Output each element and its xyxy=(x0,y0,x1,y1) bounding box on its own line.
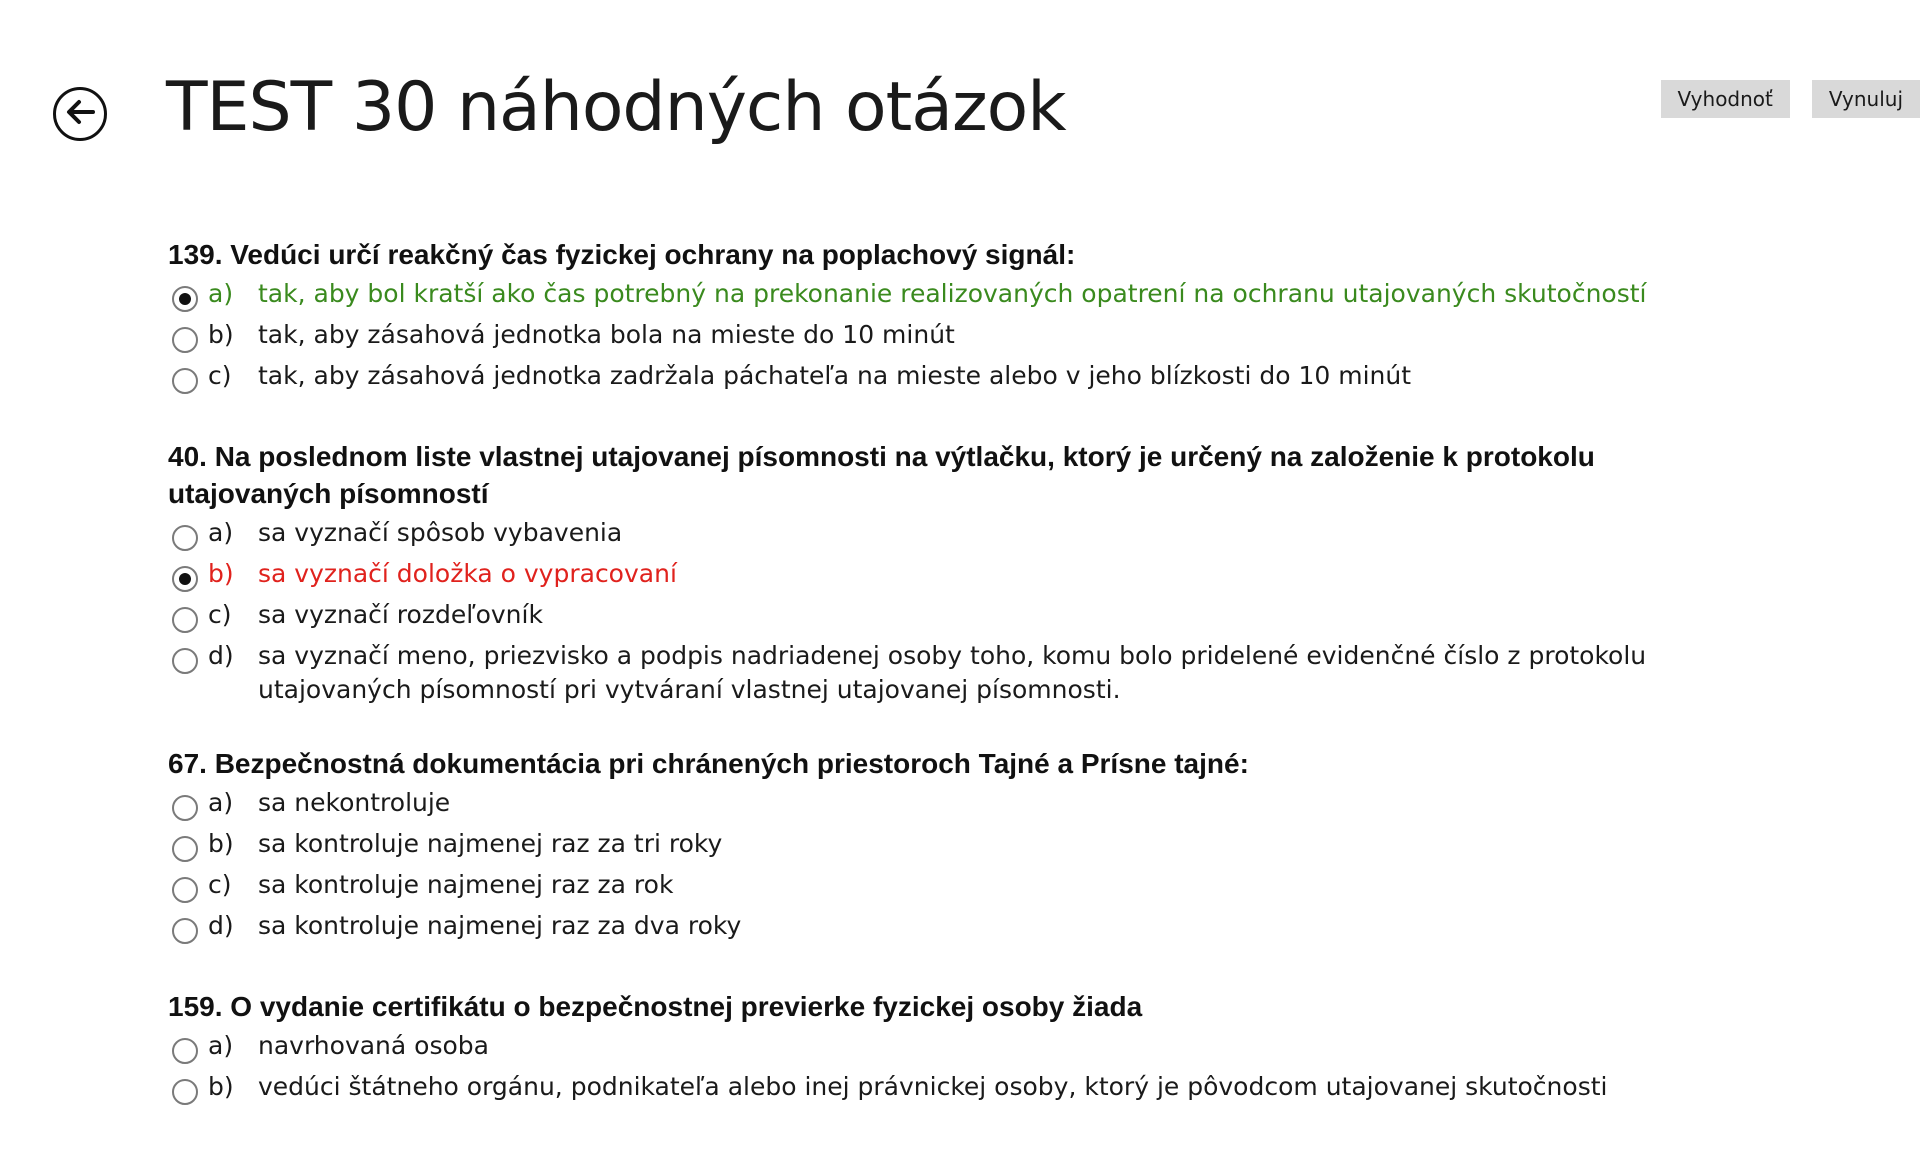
answer-option[interactable] xyxy=(168,909,1728,950)
answer-text: sa kontroluje najmenej raz za dva roky xyxy=(258,911,742,940)
answer-option[interactable] xyxy=(168,786,1728,827)
answer-option[interactable] xyxy=(168,1070,1728,1111)
answer-letter: a) xyxy=(208,518,234,547)
question-block xyxy=(168,438,1728,707)
answer-letter: a) xyxy=(208,279,234,308)
page-title: TEST 30 náhodných otázok xyxy=(166,68,1066,147)
answer-option[interactable] xyxy=(168,598,1728,639)
radio-button[interactable] xyxy=(172,877,198,903)
answer-letter: b) xyxy=(208,559,234,588)
answer-option[interactable] xyxy=(168,827,1728,868)
answer-text: sa vyznačí doložka o vypracovaní xyxy=(258,559,677,588)
question-block xyxy=(168,988,1728,1111)
answer-text: tak, aby zásahová jednotka bola na mieste do 10 minút xyxy=(258,320,955,349)
radio-button[interactable] xyxy=(172,525,198,551)
answer-option[interactable] xyxy=(168,639,1728,707)
back-arrow-icon xyxy=(64,98,96,130)
answer-letter: b) xyxy=(208,829,234,858)
answer-letter: c) xyxy=(208,600,232,629)
answer-option[interactable] xyxy=(168,557,1728,598)
answer-text: sa vyznačí rozdeľovník xyxy=(258,600,543,629)
radio-button[interactable] xyxy=(172,566,198,592)
answer-letter: d) xyxy=(208,641,234,670)
question-list xyxy=(168,236,1728,1149)
answer-text: sa kontroluje najmenej raz za rok xyxy=(258,870,674,899)
answer-text: tak, aby bol kratší ako čas potrebný na prekonanie realizovaných opatrení na ochranu utajovaných skutočností xyxy=(258,279,1647,308)
evaluate-button[interactable]: Vyhodnoť xyxy=(1661,80,1790,118)
radio-button[interactable] xyxy=(172,1038,198,1064)
answer-text: tak, aby zásahová jednotka zadržala páchateľa na mieste alebo v jeho blízkosti do 10 minút xyxy=(258,361,1412,390)
question-text: 139. Vedúci určí reakčný čas fyzickej ochrany na poplachový signál: xyxy=(168,239,1076,270)
toolbar xyxy=(1661,80,1920,118)
reset-button[interactable]: Vynuluj xyxy=(1812,80,1920,118)
answer-option[interactable] xyxy=(168,1029,1728,1070)
answer-option[interactable] xyxy=(168,277,1728,318)
answer-letter: a) xyxy=(208,788,234,817)
question-text: 40. Na poslednom liste vlastnej utajovanej písomnosti na výtlačku, ktorý je určený na založenie k protokolu utajovaných písomností xyxy=(168,441,1595,509)
question-text: 159. O vydanie certifikátu o bezpečnostnej previerke fyzickej osoby žiada xyxy=(168,991,1143,1022)
answer-letter: c) xyxy=(208,361,232,390)
answer-text: sa kontroluje najmenej raz za tri roky xyxy=(258,829,723,858)
back-button[interactable] xyxy=(53,87,107,141)
question-text: 67. Bezpečnostná dokumentácia pri chránených priestoroch Tajné a Prísne tajné: xyxy=(168,748,1249,779)
answer-text: vedúci štátneho orgánu, podnikateľa alebo inej právnickej osoby, ktorý je pôvodcom utajovanej skutočnosti xyxy=(258,1072,1608,1101)
radio-button[interactable] xyxy=(172,368,198,394)
answer-letter: b) xyxy=(208,1072,234,1101)
question-block xyxy=(168,745,1728,950)
answer-letter: a) xyxy=(208,1031,234,1060)
answer-text: sa vyznačí meno, priezvisko a podpis nadriadenej osoby toho, komu bolo pridelené evidenčné číslo z protokolu utajovaných písomností pri vytváraní vlastnej utajovanej písomnosti. xyxy=(258,641,1647,704)
radio-button[interactable] xyxy=(172,836,198,862)
answer-option[interactable] xyxy=(168,516,1728,557)
radio-button[interactable] xyxy=(172,327,198,353)
radio-button[interactable] xyxy=(172,286,198,312)
radio-button[interactable] xyxy=(172,918,198,944)
answer-option[interactable] xyxy=(168,359,1728,400)
answer-letter: d) xyxy=(208,911,234,940)
answer-option[interactable] xyxy=(168,868,1728,909)
answer-text: navrhovaná osoba xyxy=(258,1031,489,1060)
answer-option[interactable] xyxy=(168,318,1728,359)
answer-letter: c) xyxy=(208,870,232,899)
answer-text: sa vyznačí spôsob vybavenia xyxy=(258,518,623,547)
radio-button[interactable] xyxy=(172,795,198,821)
radio-button[interactable] xyxy=(172,607,198,633)
radio-button[interactable] xyxy=(172,648,198,674)
answer-letter: b) xyxy=(208,320,234,349)
answer-text: sa nekontroluje xyxy=(258,788,451,817)
radio-button[interactable] xyxy=(172,1079,198,1105)
question-block xyxy=(168,236,1728,400)
